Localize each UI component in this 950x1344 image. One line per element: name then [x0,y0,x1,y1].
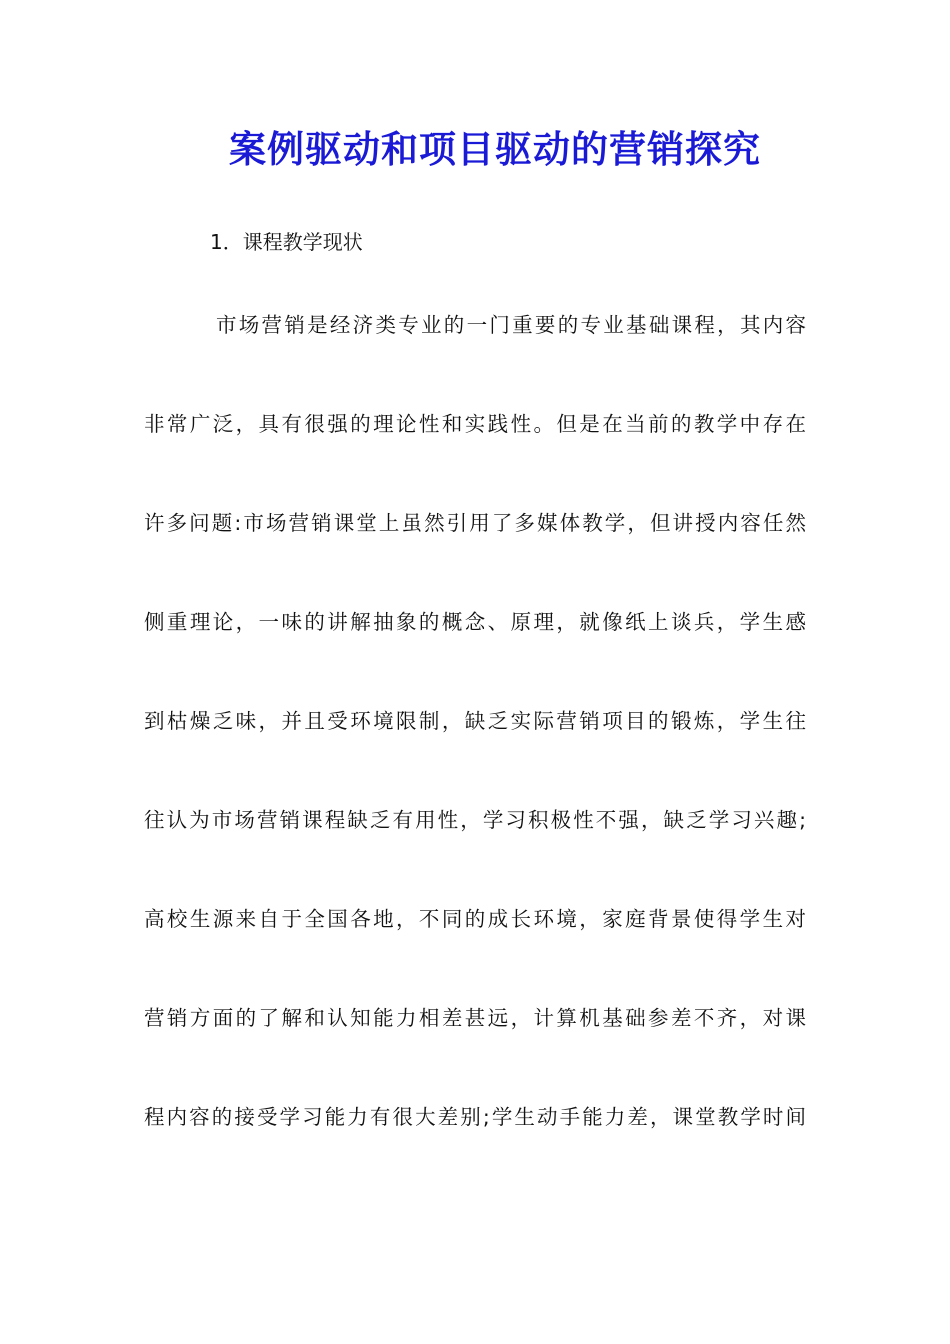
section-heading: 1．课程教学现状 [210,230,363,254]
paragraph-line: 程内容的接受学习能力有很大差别;学生动手能力差，课堂教学时间 [144,1105,806,1129]
paragraph-line: 市场营销是经济类专业的一门重要的专业基础课程，其内容 [216,313,806,337]
paragraph-line: 营销方面的了解和认知能力相差甚远，计算机基础参差不齐，对课 [144,1006,806,1030]
paragraph-line: 非常广泛，具有很强的理论性和实践性。但是在当前的教学中存在 [144,412,806,436]
document-title: 案例驱动和项目驱动的营销探究 [229,127,761,171]
paragraph-line: 到枯燥乏味，并且受环境限制，缺乏实际营销项目的锻炼，学生往 [144,709,806,733]
paragraph-line: 往认为市场营销课程缺乏有用性，学习积极性不强，缺乏学习兴趣; [144,808,806,832]
paragraph-line: 许多问题:市场营销课堂上虽然引用了多媒体教学，但讲授内容任然 [144,511,806,535]
paragraph-line: 高校生源来自于全国各地，不同的成长环境，家庭背景使得学生对 [144,907,806,931]
paragraph-line: 侧重理论，一味的讲解抽象的概念、原理，就像纸上谈兵，学生感 [144,610,806,634]
